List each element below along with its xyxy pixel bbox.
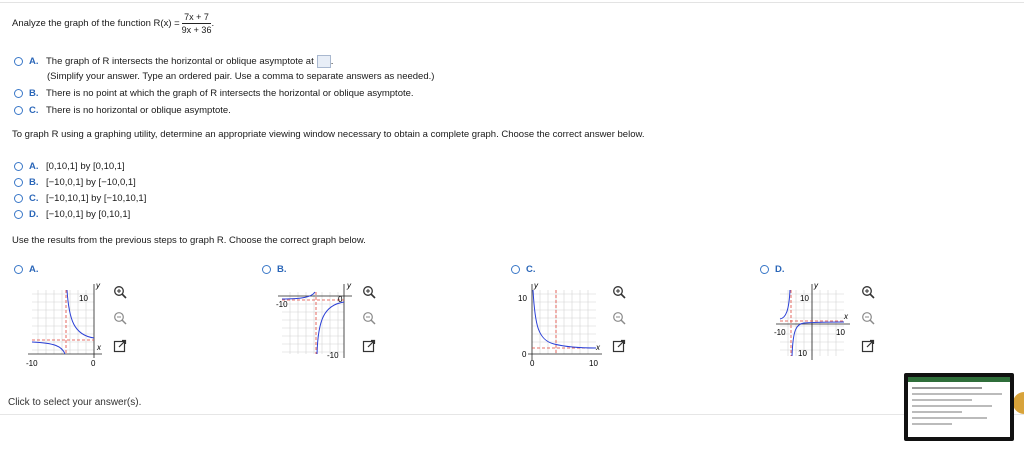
answer-input[interactable] — [317, 55, 331, 68]
option-letter: A. — [29, 161, 39, 172]
footer-status: Click to select your answer(s). — [8, 397, 142, 408]
footer-divider — [0, 414, 1024, 415]
radio-button[interactable] — [14, 265, 23, 274]
scroll-button[interactable] — [1013, 392, 1024, 414]
thumbnail-preview — [908, 377, 1010, 437]
part2-option-d[interactable] — [14, 208, 130, 221]
expand-icon[interactable] — [612, 339, 626, 353]
zoom-in-icon[interactable] — [612, 285, 626, 299]
axis-label-bottom: -10 — [327, 351, 339, 360]
axis-label-origin: 0 — [91, 359, 96, 368]
option-text: [−10,0,1] by [0,10,1] — [46, 209, 131, 220]
axis-label-top: 10 — [518, 294, 527, 303]
answer-period: . — [330, 56, 334, 67]
axis-label-origin: 0 — [522, 350, 527, 359]
option-letter: D. — [775, 264, 785, 275]
function-fraction — [181, 12, 215, 35]
axis-label-x: x — [596, 343, 600, 352]
axis-label-y: y — [347, 281, 351, 290]
part3-prompt: Use the results from the previous steps to graph R. Choose the correct graph below. — [12, 235, 366, 246]
graph-option-a[interactable] — [14, 264, 46, 275]
part2-option-b[interactable] — [14, 176, 136, 189]
question-prompt: Analyze the graph of the function R(x) = — [12, 18, 180, 29]
graph-option-b[interactable] — [262, 264, 294, 275]
radio-button[interactable] — [14, 210, 23, 219]
part2-option-a[interactable] — [14, 160, 125, 173]
axis-label-x: x — [97, 343, 101, 352]
zoom-in-icon[interactable] — [113, 285, 127, 299]
axis-label-left: -10 — [26, 359, 38, 368]
axis-label-x: 0 — [338, 295, 343, 304]
axis-label-bottom0: 0 — [530, 359, 535, 368]
graph-b[interactable] — [272, 280, 356, 370]
axis-label-y: y — [534, 281, 538, 290]
expand-icon[interactable] — [861, 339, 875, 353]
option-letter: B. — [277, 264, 287, 275]
top-divider — [0, 2, 1024, 3]
option-text: [−10,0,1] by [−10,0,1] — [46, 177, 136, 188]
option-letter: C. — [526, 264, 536, 275]
axis-label-bottom: 10 — [798, 349, 807, 358]
option-text: [0,10,1] by [0,10,1] — [46, 161, 125, 172]
option-text: There is no horizontal or oblique asymptote. — [46, 105, 231, 116]
option-letter: C. — [29, 193, 39, 204]
zoom-out-icon[interactable] — [612, 311, 626, 325]
radio-button[interactable] — [14, 89, 23, 98]
question-period: . — [211, 18, 215, 29]
part1-option-a[interactable] — [14, 55, 333, 68]
radio-button[interactable] — [14, 57, 23, 66]
zoom-in-icon[interactable] — [861, 285, 875, 299]
option-letter: B. — [29, 88, 39, 99]
axis-label-y: y — [96, 281, 100, 290]
radio-button[interactable] — [262, 265, 271, 274]
axis-label-x: x — [844, 312, 848, 321]
option-text: The graph of R intersects the horizontal or oblique asymptote at — [46, 56, 314, 67]
part2-option-c[interactable] — [14, 192, 146, 205]
zoom-out-icon[interactable] — [362, 311, 376, 325]
axis-label-top: 10 — [79, 294, 88, 303]
axis-label-left: -10 — [774, 328, 786, 337]
axis-label-right: 10 — [589, 359, 598, 368]
option-letter: A. — [29, 264, 39, 275]
expand-icon[interactable] — [362, 339, 376, 353]
option-letter: D. — [29, 209, 39, 220]
option-text: [−10,10,1] by [−10,10,1] — [46, 193, 147, 204]
axis-label-left: -10 — [276, 300, 288, 309]
axis-label-y: y — [814, 281, 818, 290]
zoom-out-icon[interactable] — [861, 311, 875, 325]
screenshot-thumbnail[interactable] — [904, 373, 1014, 441]
fraction-denominator: 9x + 36 — [181, 25, 212, 35]
option-letter: A. — [29, 56, 39, 67]
part1-option-c[interactable] — [14, 104, 231, 117]
option-text: There is no point at which the graph of R intersects the horizontal or oblique asymptote. — [46, 88, 414, 99]
radio-button[interactable] — [760, 265, 769, 274]
radio-button[interactable] — [511, 265, 520, 274]
zoom-in-icon[interactable] — [362, 285, 376, 299]
option-letter: C. — [29, 105, 39, 116]
radio-button[interactable] — [14, 162, 23, 171]
axis-label-right: 10 — [836, 328, 845, 337]
part1-option-b[interactable] — [14, 87, 414, 100]
radio-button[interactable] — [14, 178, 23, 187]
question-line — [12, 12, 214, 35]
part2-prompt: To graph R using a graphing utility, determine an appropriate viewing window necessary to obtain a complete graph. Choose the correct answer below. — [12, 129, 645, 140]
zoom-out-icon[interactable] — [113, 311, 127, 325]
graph-c[interactable] — [516, 280, 606, 370]
radio-button[interactable] — [14, 106, 23, 115]
expand-icon[interactable] — [113, 339, 127, 353]
graph-a[interactable] — [24, 280, 104, 370]
graph-option-d[interactable] — [760, 264, 792, 275]
part1-hint: (Simplify your answer. Type an ordered pair. Use a comma to separate answers as needed.) — [47, 71, 435, 82]
radio-button[interactable] — [14, 194, 23, 203]
option-letter: B. — [29, 177, 39, 188]
graph-d[interactable] — [764, 280, 854, 370]
axis-label-top: 10 — [800, 294, 809, 303]
graph-option-c[interactable] — [511, 264, 543, 275]
fraction-numerator: 7x + 7 — [182, 12, 212, 24]
